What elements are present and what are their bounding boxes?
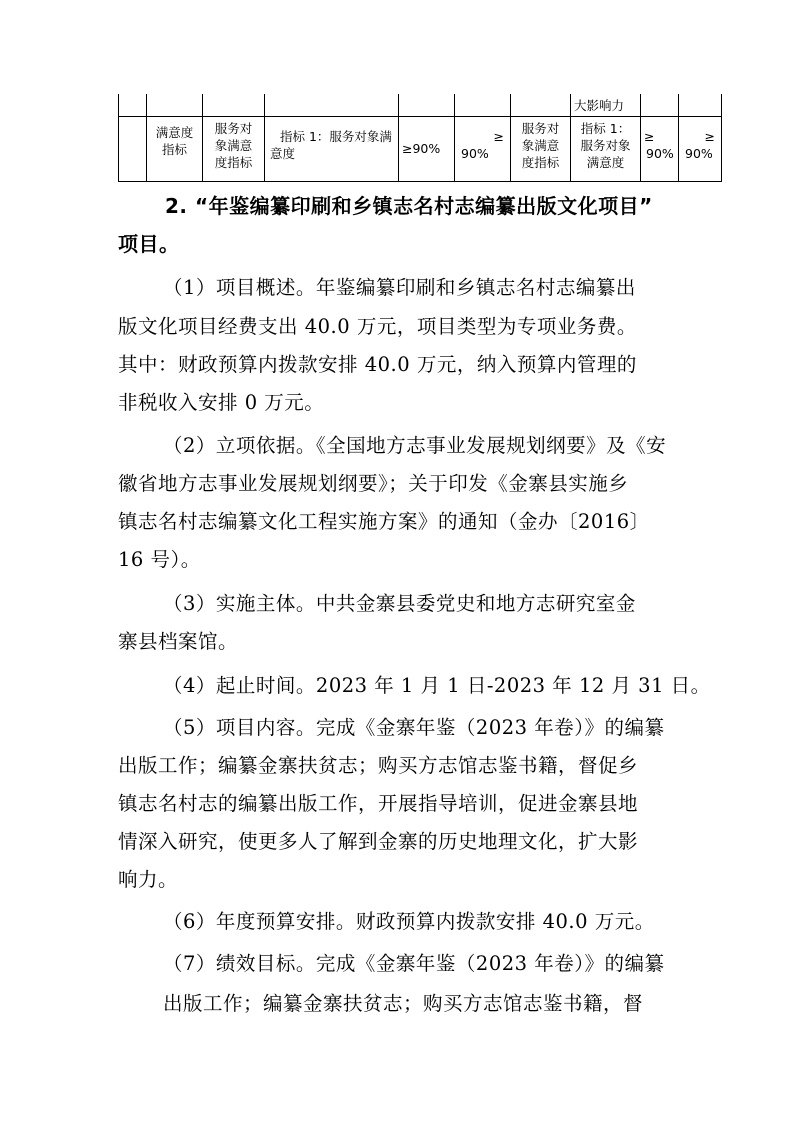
text-line: （6）年度预算安排。财政预算内拨款安排 40.0 万元。 [163, 910, 655, 933]
table-cell: ≥ 90% [685, 129, 715, 161]
text-line: 出版工作；编纂金寨扶贫志；购买方志馆志鉴书籍，督促乡 [118, 754, 639, 777]
text-line: 其中：财政预算内拨款安排 40.0 万元，纳入预算内管理的 [118, 353, 637, 376]
text-line: （4）起止时间。2023 年 1 月 1 日-2023 年 12 月 31 日。 [163, 674, 711, 697]
text-line: 情深入研究，使更多人了解到金寨的历史地理文化，扩大影 [118, 830, 639, 853]
heading-line: 2. “年鉴编纂印刷和乡镇志名村志编纂出版文化项目” [165, 194, 653, 218]
performance-table [118, 94, 722, 182]
text-line: （5）项目内容。完成《金寨年鉴（2023 年卷）》的编纂 [163, 716, 665, 739]
table-rule [398, 94, 399, 182]
table-cell: 指标 1： 服务对象 满意度 [580, 121, 631, 170]
table-rule [118, 116, 722, 117]
table-cell: 大影响力 [574, 98, 625, 113]
text-line: （1）项目概述。年鉴编纂印刷和乡镇志名村志编纂出 [163, 276, 636, 299]
text-line: 徽省地方志事业发展规划纲要》；关于印发《金寨县实施乡 [118, 472, 629, 495]
text-line: 16 号）。 [118, 548, 201, 571]
table-cell: 服务对 象满意 度指标 [214, 121, 253, 170]
table-cell: 指标 1：服务对象满 意度 [270, 129, 392, 161]
text-line: （2）立项依据。《全国地方志事业发展规划纲要》及《安 [163, 434, 667, 457]
table-cell: 服务对 象满意 度指标 [521, 121, 560, 170]
heading-line: 项目。 [118, 232, 180, 256]
text-line: 版文化项目经费支出 40.0 万元，项目类型为专项业务费。 [118, 315, 637, 338]
text-line: 镇志名村志编纂文化工程实施方案》的通知（金办〔2016〕 [118, 510, 650, 533]
text-line: 出版工作；编纂金寨扶贫志；购买方志馆志鉴书籍，督 [163, 992, 644, 1015]
table-cell: ≥ 90% [644, 129, 674, 161]
text-line: 镇志名村志的编纂出版工作，开展指导培训，促进金寨县地 [118, 792, 639, 815]
table-cell: ≥90% [402, 141, 441, 156]
table-cell: ≥ 90% [461, 129, 504, 161]
table-rule [721, 94, 722, 182]
text-line: 非税收入安排 0 万元。 [118, 391, 325, 414]
table-rule [264, 94, 265, 182]
text-line: （3）实施主体。中共金寨县委党史和地方志研究室金 [163, 592, 636, 615]
table-rule [118, 181, 722, 182]
text-line: （7）绩效目标。完成《金寨年鉴（2023 年卷）》的编纂 [163, 952, 665, 975]
table-cell: 满意度 指标 [155, 125, 194, 157]
table-rule [118, 94, 119, 182]
text-line: 寨县档案馆。 [118, 630, 239, 653]
text-line: 响力。 [118, 868, 179, 891]
